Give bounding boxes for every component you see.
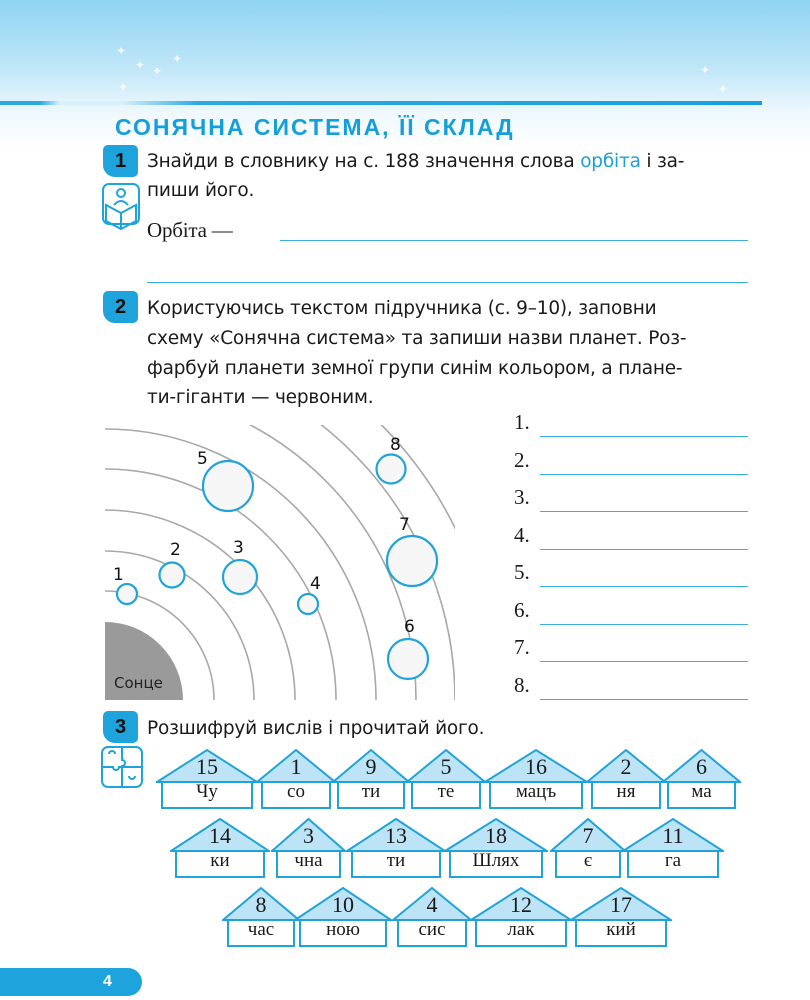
task1-text-end: і за- [640, 151, 685, 172]
house-number: 9 [365, 754, 377, 779]
planet-answer-line[interactable] [540, 474, 748, 475]
word-house [662, 748, 741, 810]
page-number: 4 [0, 968, 142, 996]
planet-label: 6 [404, 617, 415, 637]
task2-line: ти-гіганти — червоним. [147, 387, 374, 408]
planet-answer-line[interactable] [540, 436, 748, 437]
house-number: 8 [255, 892, 267, 917]
house-number: 1 [290, 754, 302, 779]
sun-label: Сонце [114, 674, 163, 692]
house-number: 13 [385, 823, 407, 848]
task2-line: фарбуй планети земної групи синім кольором, а плане- [147, 358, 683, 379]
star-icon: ✦ [718, 82, 729, 96]
house-syllable: є [583, 850, 593, 871]
house-syllable: ти [386, 850, 406, 871]
word-house [444, 817, 548, 879]
word-house [256, 748, 336, 810]
house-syllable: Шлях [472, 850, 520, 871]
house-syllable: Чу [196, 781, 218, 802]
task-number-1: 1 [103, 145, 138, 177]
house-number: 16 [525, 754, 547, 779]
task-number-2: 2 [103, 291, 138, 323]
house-syllable: кий [606, 919, 636, 940]
planet-answer-line[interactable] [540, 586, 748, 587]
planet-label: 4 [310, 574, 321, 594]
house-number: 12 [510, 892, 532, 917]
answer-number: 6. [514, 597, 530, 622]
planet-answer-line[interactable] [540, 511, 748, 512]
planet-4[interactable] [298, 594, 318, 614]
house-syllable: лак [507, 919, 535, 940]
task3-text: Розшифруй вислів і прочитай його. [147, 718, 485, 739]
word-house [470, 886, 572, 948]
house-syllable: ки [210, 850, 230, 871]
word-house [622, 817, 724, 879]
planet-1[interactable] [117, 584, 137, 604]
house-number: 15 [196, 754, 218, 779]
planet-label: 1 [113, 565, 124, 585]
planet-answer-line[interactable] [540, 624, 748, 625]
orbit-8 [105, 310, 495, 700]
house-syllable: ня [616, 781, 636, 802]
word-house [484, 748, 588, 810]
word-house [222, 886, 300, 948]
word-house [346, 817, 446, 879]
planet-2[interactable] [160, 563, 185, 588]
house-number: 11 [662, 823, 684, 848]
task-number-3: 3 [103, 711, 138, 743]
house-syllable: ти [361, 781, 381, 802]
word-house [332, 748, 410, 810]
star-icon: ✦ [116, 44, 127, 58]
star-icon: ✦ [152, 64, 163, 78]
house-number: 6 [696, 754, 707, 779]
puzzle-icon [101, 746, 143, 788]
answer-number: 2. [514, 447, 530, 472]
house-number: 3 [303, 823, 314, 848]
house-syllable: ною [326, 919, 360, 940]
planet-5[interactable] [203, 461, 253, 511]
word-house [392, 886, 472, 948]
star-icon: ✦ [135, 58, 146, 72]
word-house [170, 817, 270, 879]
word-house [156, 748, 258, 810]
answer-number: 7. [514, 635, 530, 659]
answer-number: 4. [514, 522, 530, 547]
answer-number: 1. [514, 410, 530, 434]
answer-number: 3. [514, 485, 530, 509]
star-icon: ✦ [172, 52, 183, 66]
task1-text-cont: пиши його. [147, 180, 255, 201]
house-number: 10 [332, 892, 354, 917]
task2-line: Користуючись текстом підручника (с. 9–10), заповни [147, 298, 657, 319]
house-syllable: сис [418, 919, 446, 940]
word-house [586, 748, 666, 810]
page-title: СОНЯЧНА СИСТЕМА, ЇЇ СКЛАД [115, 114, 515, 140]
word-house [570, 886, 672, 948]
house-number: 7 [582, 823, 594, 848]
house-number: 2 [620, 754, 632, 779]
planet-3[interactable] [223, 560, 257, 594]
planet-answer-line[interactable] [540, 699, 748, 700]
planet-6[interactable] [388, 639, 428, 679]
star-icon: ✦ [700, 63, 711, 77]
word-house [406, 748, 486, 810]
house-syllable: га [664, 850, 682, 871]
planet-label: 2 [170, 540, 181, 560]
house-syllable: те [437, 781, 455, 802]
answer-number: 5. [514, 560, 530, 584]
planet-7[interactable] [387, 536, 437, 586]
task1-keyword: орбіта [580, 151, 641, 172]
house-number: 4 [426, 892, 438, 917]
word-house [294, 886, 392, 948]
planet-answer-line[interactable] [540, 549, 748, 550]
house-number: 17 [610, 892, 632, 917]
task2-line: схему «Сонячна система» та запиши назви планет. Роз- [147, 328, 687, 349]
answer-label-orbita: Орбіта — [147, 218, 233, 242]
house-syllable: со [287, 781, 305, 802]
planet-answer-line[interactable] [540, 661, 748, 662]
planet-label: 3 [233, 538, 244, 558]
planet-8[interactable] [377, 455, 406, 484]
house-number: 18 [485, 823, 507, 848]
house-syllable: ма [691, 781, 712, 802]
planet-label: 5 [197, 449, 208, 469]
star-icon: ✦ [118, 80, 129, 94]
planet-label: 7 [399, 515, 410, 535]
house-syllable: час [247, 919, 275, 940]
task1-text: Знайди в словнику на с. 188 значення слова [147, 151, 581, 172]
house-number: 14 [209, 823, 231, 848]
house-syllable: мацъ [515, 781, 557, 802]
answer-number: 8. [514, 672, 530, 697]
house-syllable: чна [294, 850, 323, 871]
planet-label: 8 [390, 435, 401, 455]
house-number: 5 [440, 754, 452, 779]
word-house [550, 817, 626, 879]
word-house [271, 817, 346, 879]
